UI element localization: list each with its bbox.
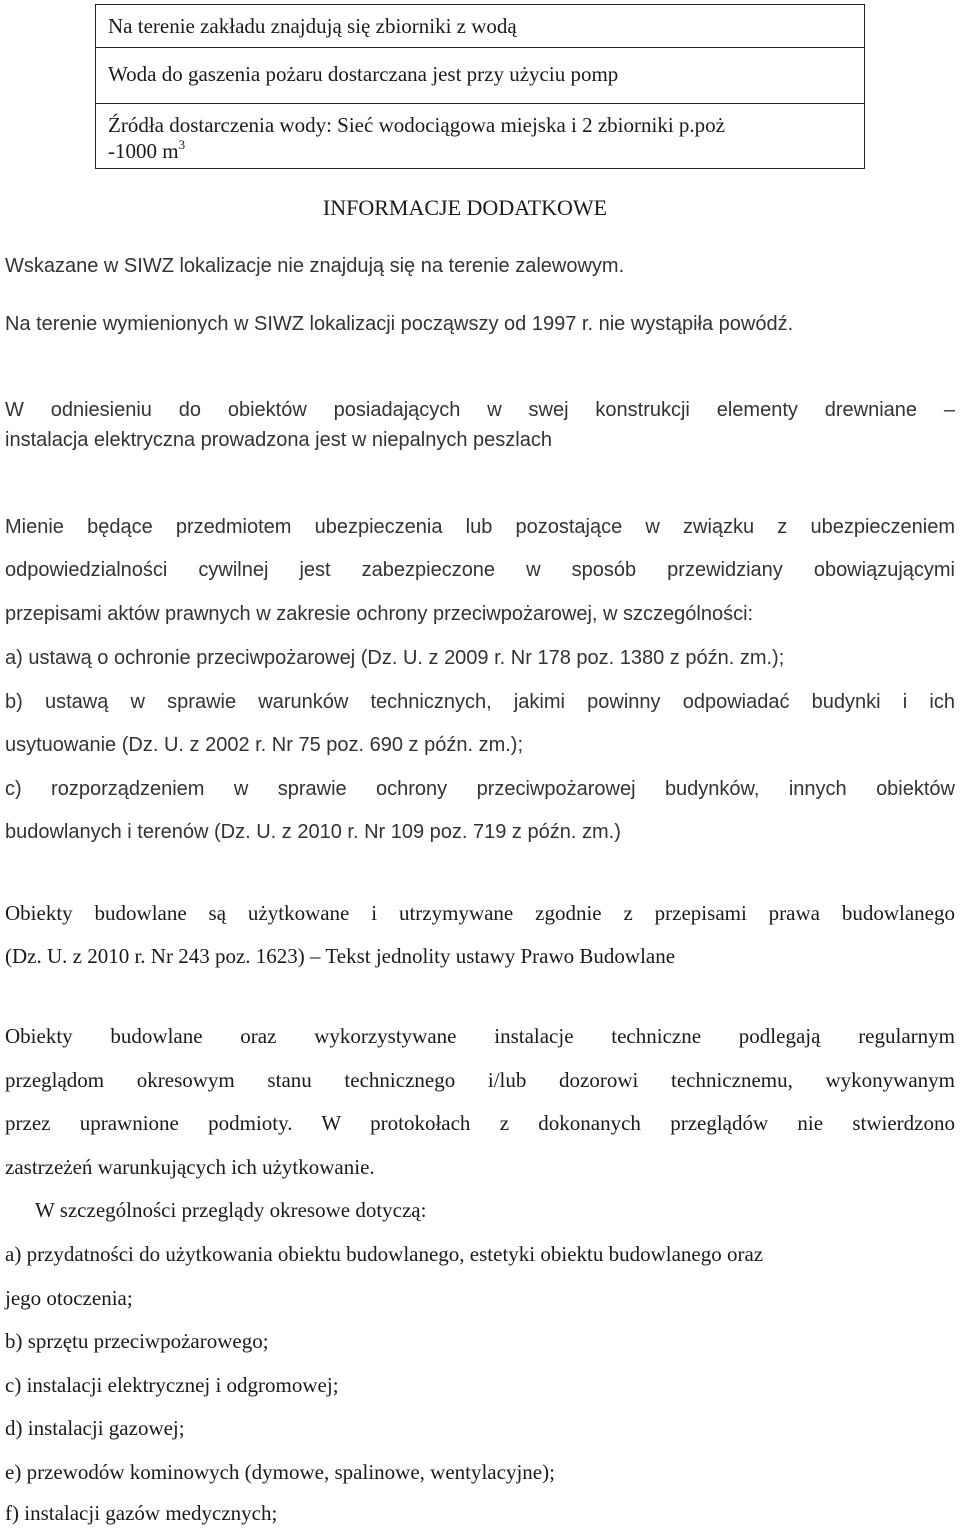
section-heading: INFORMACJE DODATKOWE: [322, 195, 608, 220]
list-item: c) rozporządzeniem w sprawie ochrony przeciwpożarowej budynków, innych obiektów: [5, 778, 955, 800]
paragraph-line: Mienie będące przedmiotem ubezpieczenia lub pozostające w związku z ubezpieczeniem: [5, 516, 955, 538]
list-item: b) ustawą w sprawie warunków technicznych, jakimi powinny odpowiadać budynki i ich: [5, 691, 955, 713]
paragraph-line: przeglądom okresowym stanu technicznego i/lub dozorowi technicznemu, wykonywanym: [5, 1068, 955, 1092]
paragraph-line: (Dz. U. z 2010 r. Nr 243 poz. 1623) – Tekst jednolity ustawy Prawo Budowlane: [5, 944, 676, 968]
paragraph-line: Obiekty budowlane oraz wykorzystywane instalacje techniczne podlegają regularnym: [5, 1024, 955, 1048]
list-item: a) przydatności do użytkowania obiektu budowlanego, estetyki obiektu budowlanego oraz: [5, 1242, 764, 1266]
table-cell-text: Na terenie zakładu znajdują się zbiorniki z wodą: [108, 14, 517, 38]
table-cell-text: -1000 $m^3$: [108, 137, 186, 163]
list-item: d) instalacji gazowej;: [5, 1416, 185, 1440]
info-line: Na terenie wymienionych w SIWZ lokalizacji począwszy od 1997 r. nie wystąpiła powódź.: [5, 313, 794, 335]
table-row: [96, 48, 864, 104]
list-item: c) instalacji elektrycznej i odgromowej;: [5, 1373, 339, 1397]
list-intro: W szczególności przeglądy okresowe dotyczą:: [35, 1198, 427, 1222]
info-line: Wskazane w SIWZ lokalizacje nie znajdują się na terenie zalewowym.: [5, 255, 625, 277]
paragraph-line: Obiekty budowlane są użytkowane i utrzymywane zgodnie z przepisami prawa budowlanego: [5, 901, 955, 925]
list-item: e) przewodów kominowych (dymowe, spalinowe, wentylacyjne);: [5, 1460, 555, 1484]
superscript: 3: [178, 137, 186, 152]
paragraph-line: przez uprawnione podmioty. W protokołach z dokonanych przeglądów nie stwierdzono: [5, 1111, 955, 1135]
list-item: b) sprzętu przeciwpożarowego;: [5, 1329, 269, 1353]
list-item: usytuowanie (Dz. U. z 2002 r. Nr 75 poz. 690 z późn. zm.);: [5, 734, 524, 756]
list-item: f) instalacji gazów medycznych;: [5, 1501, 278, 1525]
info-line: instalacja elektryczna prowadzona jest w niepalnych peszlach: [5, 429, 552, 451]
water-supply-table: [95, 4, 865, 169]
info-line: W odniesieniu do obiektów posiadających w swej konstrukcji elementy drewniane –: [5, 399, 955, 421]
table-row: [96, 104, 864, 168]
table-cell-text: Woda do gaszenia pożaru dostarczana jest przy użyciu pomp: [108, 62, 619, 86]
list-item: budowlanych i terenów (Dz. U. z 2010 r. Nr 109 poz. 719 z późn. zm.): [5, 821, 621, 843]
list-item: a) ustawą o ochronie przeciwpożarowej (Dz. U. z 2009 r. Nr 178 poz. 1380 z późn. zm.);: [5, 647, 785, 669]
table-row: [96, 5, 864, 48]
table-cell-text: Źródła dostarczenia wody: Sieć wodociągowa miejska i 2 zbiorniki p.poż: [108, 113, 725, 137]
paragraph-line: odpowiedzialności cywilnej jest zabezpieczone w sposób przewidziany obowiązującymi: [5, 559, 955, 581]
paragraph-line: zastrzeżeń warunkujących ich użytkowanie.: [5, 1155, 375, 1179]
list-item: jego otoczenia;: [5, 1286, 133, 1310]
paragraph-line: przepisami aktów prawnych w zakresie ochrony przeciwpożarowej, w szczególności:: [5, 603, 754, 625]
